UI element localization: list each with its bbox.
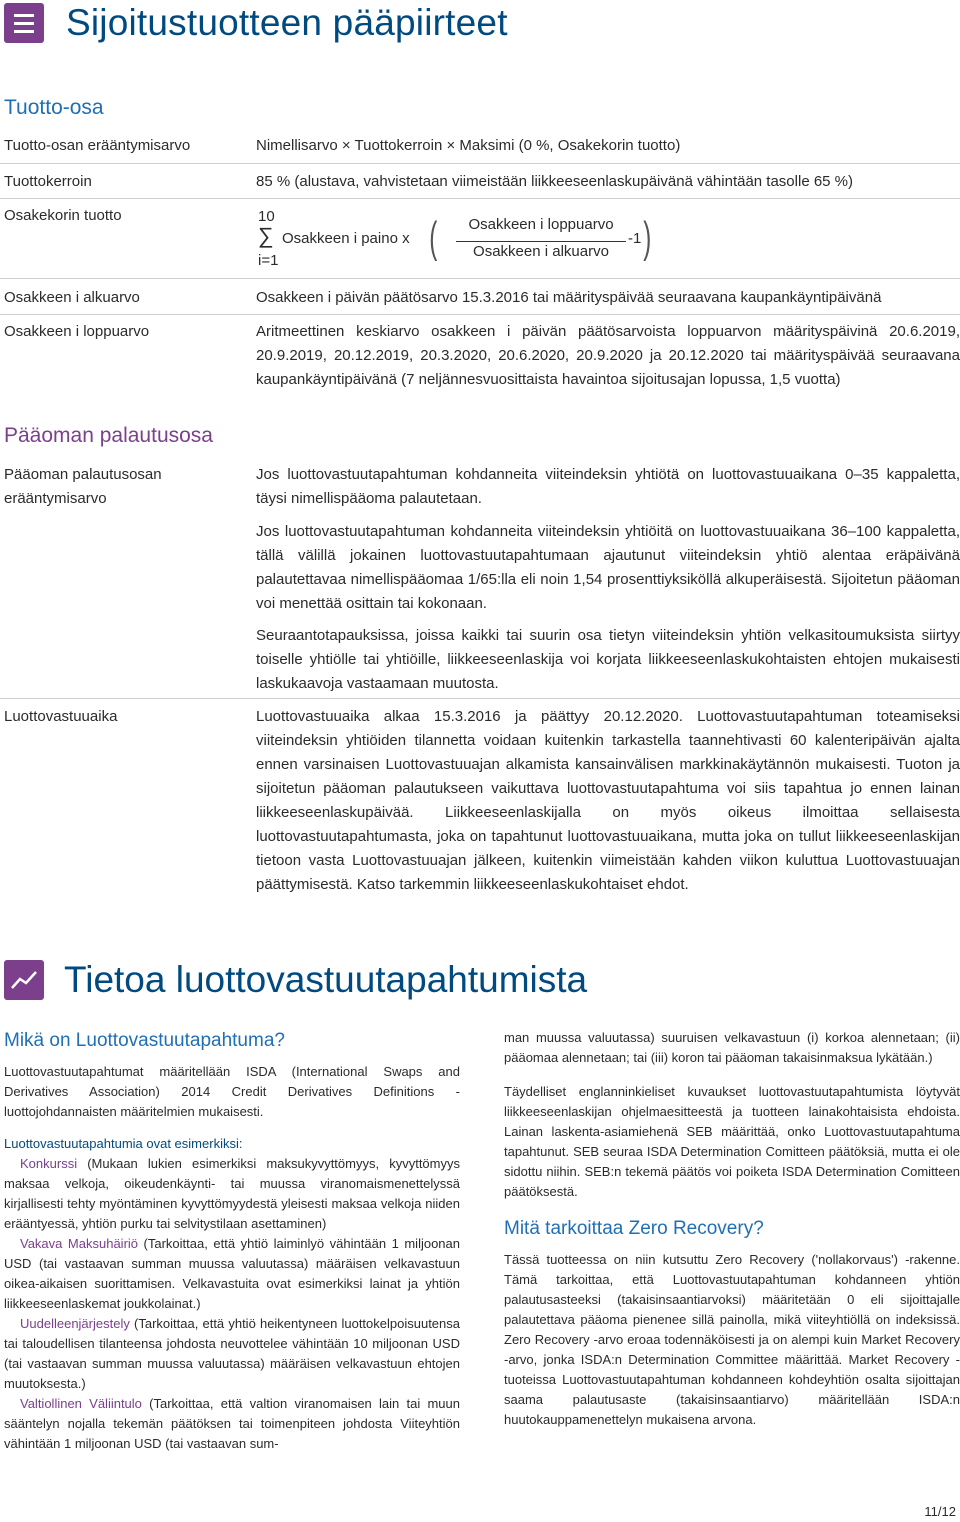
divider (0, 698, 960, 699)
sigma-symbol: ∑ (258, 223, 274, 248)
left-column (4, 1028, 460, 1454)
list-icon (4, 3, 44, 43)
row-value: Luottovastuuaika alkaa 15.3.2016 ja päättyy 20.12.2020. Luottovastuutapahtuman toteamiseksi viiteindeksin yhtiöiden tilannetta voidaan kuitenkin tarkastella taannehtivasti 60 kalenteripäivän ajalta ennen varsinaisen Luottovastuuajan alkamista kansainvälisen markkinakäytännön mukaisesti. Tuoton ja sijoitetun pääoman palautukseen vaikuttava luottovastuutapahtuma voi siis tapahtua jo ennen lainan liikkeeseenlaskupäivää. Liikkeeseenlaskijalla on myös oikeus ilmoittaa sellaisesta luottovastuutapahtumasta, joka on tapahtunut luottovastuuaikana, mutta joka on tullut liikkeeseenlaskijan tietoon vasta Luottovastuuajan jälkeen, kuitenkin viimeistään kahden viikon kuluttua Luottovastuuajan päättymisestä. Katso tarkemmin liikkeeseenlaskukohtaiset ehdot. (256, 708, 960, 893)
example-konkurssi (4, 1154, 460, 1234)
page-header (0, 0, 508, 46)
fraction-denominator: Osakkeen i alkuarvo (473, 243, 609, 260)
zero-recovery-paragraph: Tässä tuotteessa on niin kutsuttu Zero Recovery ('nollakorvaus') -rakenne. Tämä tarkoittaa, että Luottovastuutapahtuman kohdanneen yhtiön palautusasteeksi (takaisinsaantiarvoksi) määritetään 0 eli sijoittajalle palautettava pääoma pienenee sillä painolla, mikä viiteyhtiöllä on indeksissä. Zero Recovery -arvo eroaa todennäköisesti ja on alempi kuin Market Recovery -arvo, jonka ISDA:n Determination Committee määrittää. Market Recovery -tuoteissa Luottovastuutapahtuman kohdanneen kohdeyhtiön osalta sijoittajan saama palautusaste (takaisinsaantiarvo) määritellään ISDA:n huutokauppamenettelyn mukaisena arvona. (504, 1252, 960, 1427)
row-label: Tuottokerroin (4, 173, 92, 190)
row-label: Pääoman palautusosan erääntymisarvo (4, 466, 162, 507)
row-value-p2: Jos luottovastuutapahtuman kohdanneita viiteindeksin yhtiöitä on luottovastuuaikana 36–100 kappaletta, tällä välillä jokainen luottovastuutapahtumaan ajautunut viiteindeksin yhtiö alentaa eräpäivänä palautettavaa nimellispääomaa 1/65:lla eli noin 1,54 prosenttiyksiköllä alkuperäisestä. Sijoitetun pääoman voi menettää osittain tai kokonaan. (256, 523, 960, 612)
example-name: Valtiollinen Väliintulo (20, 1396, 142, 1411)
right-column (504, 1028, 960, 1430)
fraction-numerator: Osakkeen i loppuarvo (468, 216, 614, 233)
row-label: Tuotto-osan erääntymisarvo (4, 137, 191, 154)
section-title-tuotto: Tuotto-osa (4, 96, 104, 119)
section-header-2 (0, 955, 587, 1005)
sum-lower-limit: i=1 (258, 252, 279, 269)
row-label: Luottovastuuaika (4, 708, 118, 725)
right-paren: ) (643, 213, 652, 262)
basket-return-formula (256, 208, 676, 272)
example-name: Konkurssi (20, 1156, 78, 1171)
right-continuation: man muussa valuutassa) suuruisen velkavastuun (i) korkoa alennetaan; (ii) pääomaa alennetaan; tai (iii) koron tai pääoman takaisinmaksua lykätään.) (504, 1030, 960, 1065)
weight-term: Osakkeen i paino x (282, 230, 410, 247)
example-text: (Tarkoittaa, että yhtiö heikentyneen luottokelpoisuutensa tai taloudellisen tilanteensa johdosta neuvottelee vähintään 10 miljoonan USD (tai vastaavan summan muussa valuutassa) määräisen velkavastuun ehtojen muutoksesta.) (4, 1316, 460, 1391)
example-name: Uudelleenjärjestely (20, 1316, 130, 1331)
row-value-p3: Seuraantotapauksissa, joissa kaikki tai suurin osa tietyn viiteindeksin yhtiön velkasitoumuksista siirtyy toiselle yhtiölle tai yhtiöille, liikkeeseenlaskija voi korjata liikkeeseenlaskukohtaisten ehtojen mukaisesti laskukaavoja vastaamaan muutosta. (256, 627, 960, 692)
divider (0, 163, 960, 164)
examples-title: Luottovastuutapahtumia ovat esimerkiksi: (4, 1136, 243, 1151)
section-title-paaoma: Pääoman palautusosa (4, 424, 213, 447)
example-text: (Mukaan lukien esimerkiksi maksukyvyttömyys, kyvyttömyys maksaa velkoja, oikeudenkäynti- tai muussa viranomaismenettelyssä kirjallisesti tehty myöntäminen kyvyttömyydestä yleisesti maksaa velkoja niiden erääntyessä, yhtiön purku tai selvitystilaan asettaminen) (4, 1156, 460, 1231)
fraction-bar (456, 241, 626, 242)
section-title-2: Tietoa luottovastuutapahtumista (64, 959, 588, 1000)
row-value: Osakkeen i päivän päätösarvo 15.3.2016 tai määrityspäivää seuraavana kaupankäyntipäivänä (256, 289, 882, 306)
divider (0, 278, 960, 279)
row-label: Osakkeen i loppuarvo (4, 323, 150, 340)
row-value-p1: Jos luottovastuutapahtuman kohdanneita viiteindeksin yhtiötä on luottovastuuaikana 0–35 kappaletta, täysi nimellispääoma palautetaan. (256, 466, 960, 507)
left-paren: ( (429, 213, 438, 262)
page-title: Sijoitustuotteen pääpiirteet (66, 2, 508, 43)
intro-paragraph: Luottovastuutapahtumat määritellään ISDA (International Swaps and Derivatives Association) 2014 Credit Derivatives Definitions -luottojohdannaisten määritelmien mukaisesti. (4, 1064, 460, 1119)
subtitle-mika: Mikä on Luottovastuutapahtuma? (4, 1030, 285, 1051)
page-number: 11/12 (924, 1504, 956, 1519)
example-maksuhairio (4, 1234, 460, 1314)
divider (0, 198, 960, 199)
row-label: Osakkeen i alkuarvo (4, 289, 140, 306)
sum-upper-limit: 10 (258, 208, 275, 225)
example-name: Vakava Maksuhäiriö (20, 1236, 139, 1251)
row-value: Nimellisarvo × Tuottokerroin × Maksimi (0 %, Osakekorin tuotto) (256, 137, 681, 154)
example-uudelleenjarjestely (4, 1314, 460, 1394)
divider (0, 314, 960, 315)
minus-one: -1 (628, 230, 642, 247)
row-value: Aritmeettinen keskiarvo osakkeen i päivän päätösarvoista loppuarvon määrityspäivinä 20.6.2019, 20.9.2019, 20.12.2019, 20.3.2020, 20.6.2020, 20.9.2020 ja 20.12.2020 tai määrityspäivää seuraavana kaupankäyntipäivänä (7 neljännesvuosittaista havaintoa sijoitusajan lopussa, 1,5 vuotta) (256, 323, 960, 388)
subtitle-zero-recovery: Mitä tarkoittaa Zero Recovery? (504, 1218, 764, 1239)
row-label: Osakekorin tuotto (4, 207, 122, 224)
example-valtiollinen (4, 1394, 460, 1454)
example-text: (Tarkoittaa, että yhtiö laiminlyö vähintään 1 miljoonan USD (tai vastaavan summan muussa valuutassa) määräisen velkavastuun oikea-aikaisen suorittamisen. Velkavastuita ovat esimerkiksi lainat ja yhtiön liikkeeseenlaskemat joukkolainat.) (4, 1236, 460, 1311)
example-text: (Tarkoittaa, että valtion viranomaisen lain tai muun sääntelyn nojalla tekemän päätöksen tai toimenpiteen johdosta Viiteyhtiön vähintään 1 miljoonan USD (tai vastaavan sum- (4, 1396, 460, 1451)
row-value: 85 % (alustava, vahvistetaan viimeistään liikkeeseenlaskupäivänä vähintään tasolle 65 %) (256, 173, 854, 190)
right-paragraph: Täydelliset englanninkieliset kuvaukset luottovastuutapahtumista löytyvät liikkeeseenlaskijan ohjelmaesitteestä ja tuotteen lainakohtaisista ehdoista. Lainan laskenta-asiamiehenä SEB määrittää, onko Luottovastuutapahtuma tapahtunut. SEB seuraa ISDA Determination Comitteen päätöksiä, mutta ei ole sidottu niihin. SEB:n tekemä päätös voi poiketa ISDA Determination Comitteen päätöksestä. (504, 1084, 960, 1199)
trend-up-icon (4, 960, 44, 1000)
